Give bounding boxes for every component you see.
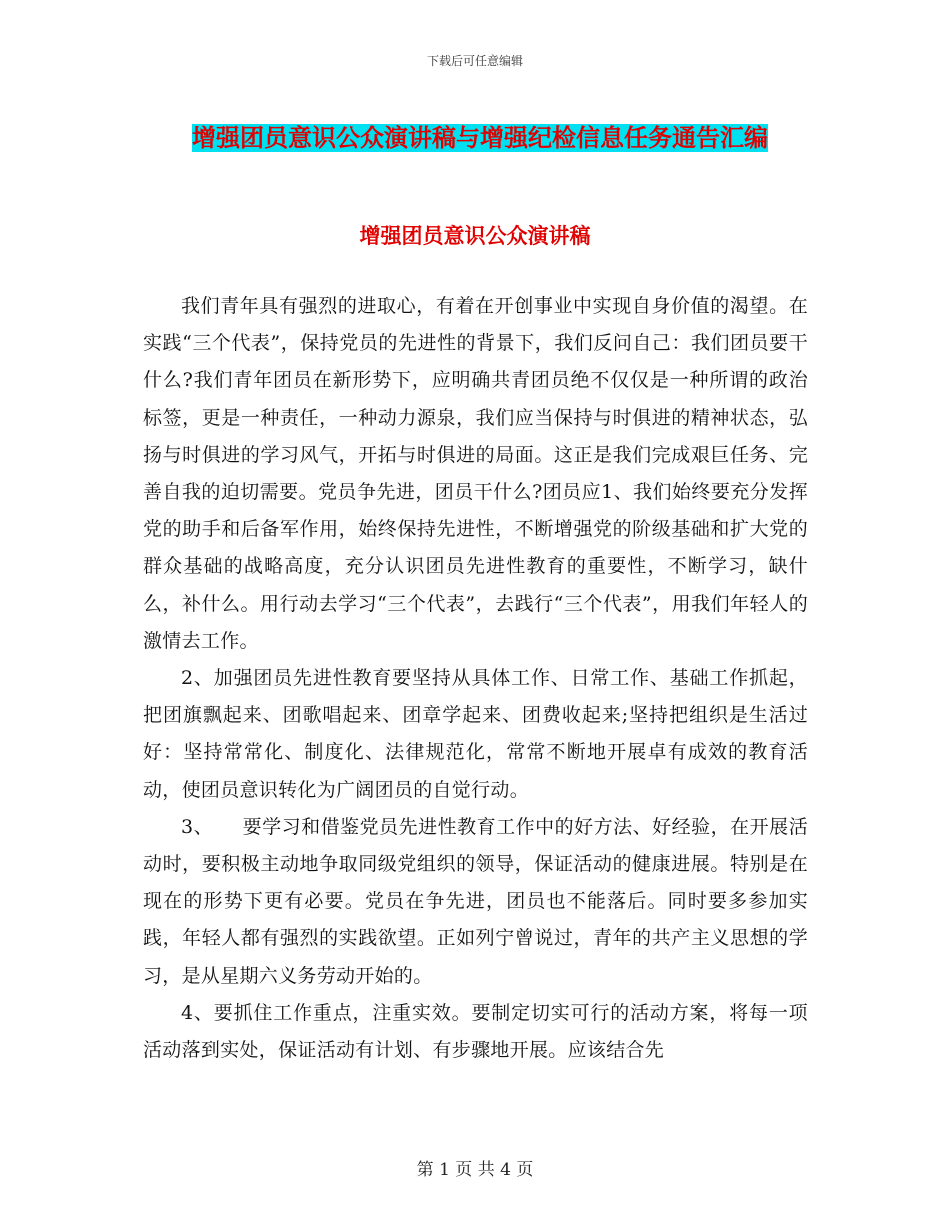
paragraph: 4、要抓住工作重点，注重实效。要制定切实可行的活动方案，将每一项活动落到实处，保证活动有计划、有步骤地开展。应该结合先 (143, 1001, 808, 1062)
paragraph: 2、加强团员先进性教育要坚持从具体工作、日常工作、基础工作抓起，把团旗飘起来、团歌唱起来、团章学起来、团费收起来;坚持把组织是生活过好：坚持常常化、制度化、法律规范化，常常不断地开展卓有成效的教育活动，使团员意识转化为广阔团员的自觉行动。 (143, 667, 808, 801)
document-title-text: 增强团员意识公众演讲稿与增强纪检信息任务通告汇编 (192, 124, 768, 152)
paragraph: 3、 要学习和借鉴党员先进性教育工作中的好方法、好经验，在开展活动时，要积极主动地争取同级党组织的领导，保证活动的健康进展。特别是在现在的形势下更有必要。党员在争先进，团员也不能落后。同时要多参加实践，年轻人都有强烈的实践欲望。正如列宁曾说过，青年的共产主义思想的学习，是从星期六义务劳动开始的。 (143, 815, 808, 987)
page-header-note: 下载后可任意编辑 (426, 54, 523, 68)
document-title (140, 112, 820, 164)
document-body (143, 288, 808, 1069)
page-number: 第 1 页 共 4 页 (416, 1160, 534, 1180)
paragraph: 我们青年具有强烈的进取心，有着在开创事业中实现自身价值的渴望。在实践“三个代表”，保持党员的先进性的背景下，我们反问自己：我们团员要干什么?我们青年团员在新形势下，应明确共青团员绝不仅仅是一种所谓的政治标签，更是一种责任，一种动力源泉，我们应当保持与时俱进的精神状态，弘扬与时俱进的学习风气，开拓与时俱进的局面。这正是我们完成艰巨任务、完善自我的迫切需要。党员争先进，团员干什么?团员应1、我们始终要充分发挥党的助手和后备军作用，始终保持先进性，不断增强党的阶级基础和扩大党的群众基础的战略高度，充分认识团员先进性教育的重要性，不断学习，缺什么，补什么。用行动去学习“三个代表”，去践行“三个代表”，用我们年轻人的激情去工作。 (143, 295, 808, 652)
section-title: 增强团员意识公众演讲稿 (359, 224, 591, 248)
